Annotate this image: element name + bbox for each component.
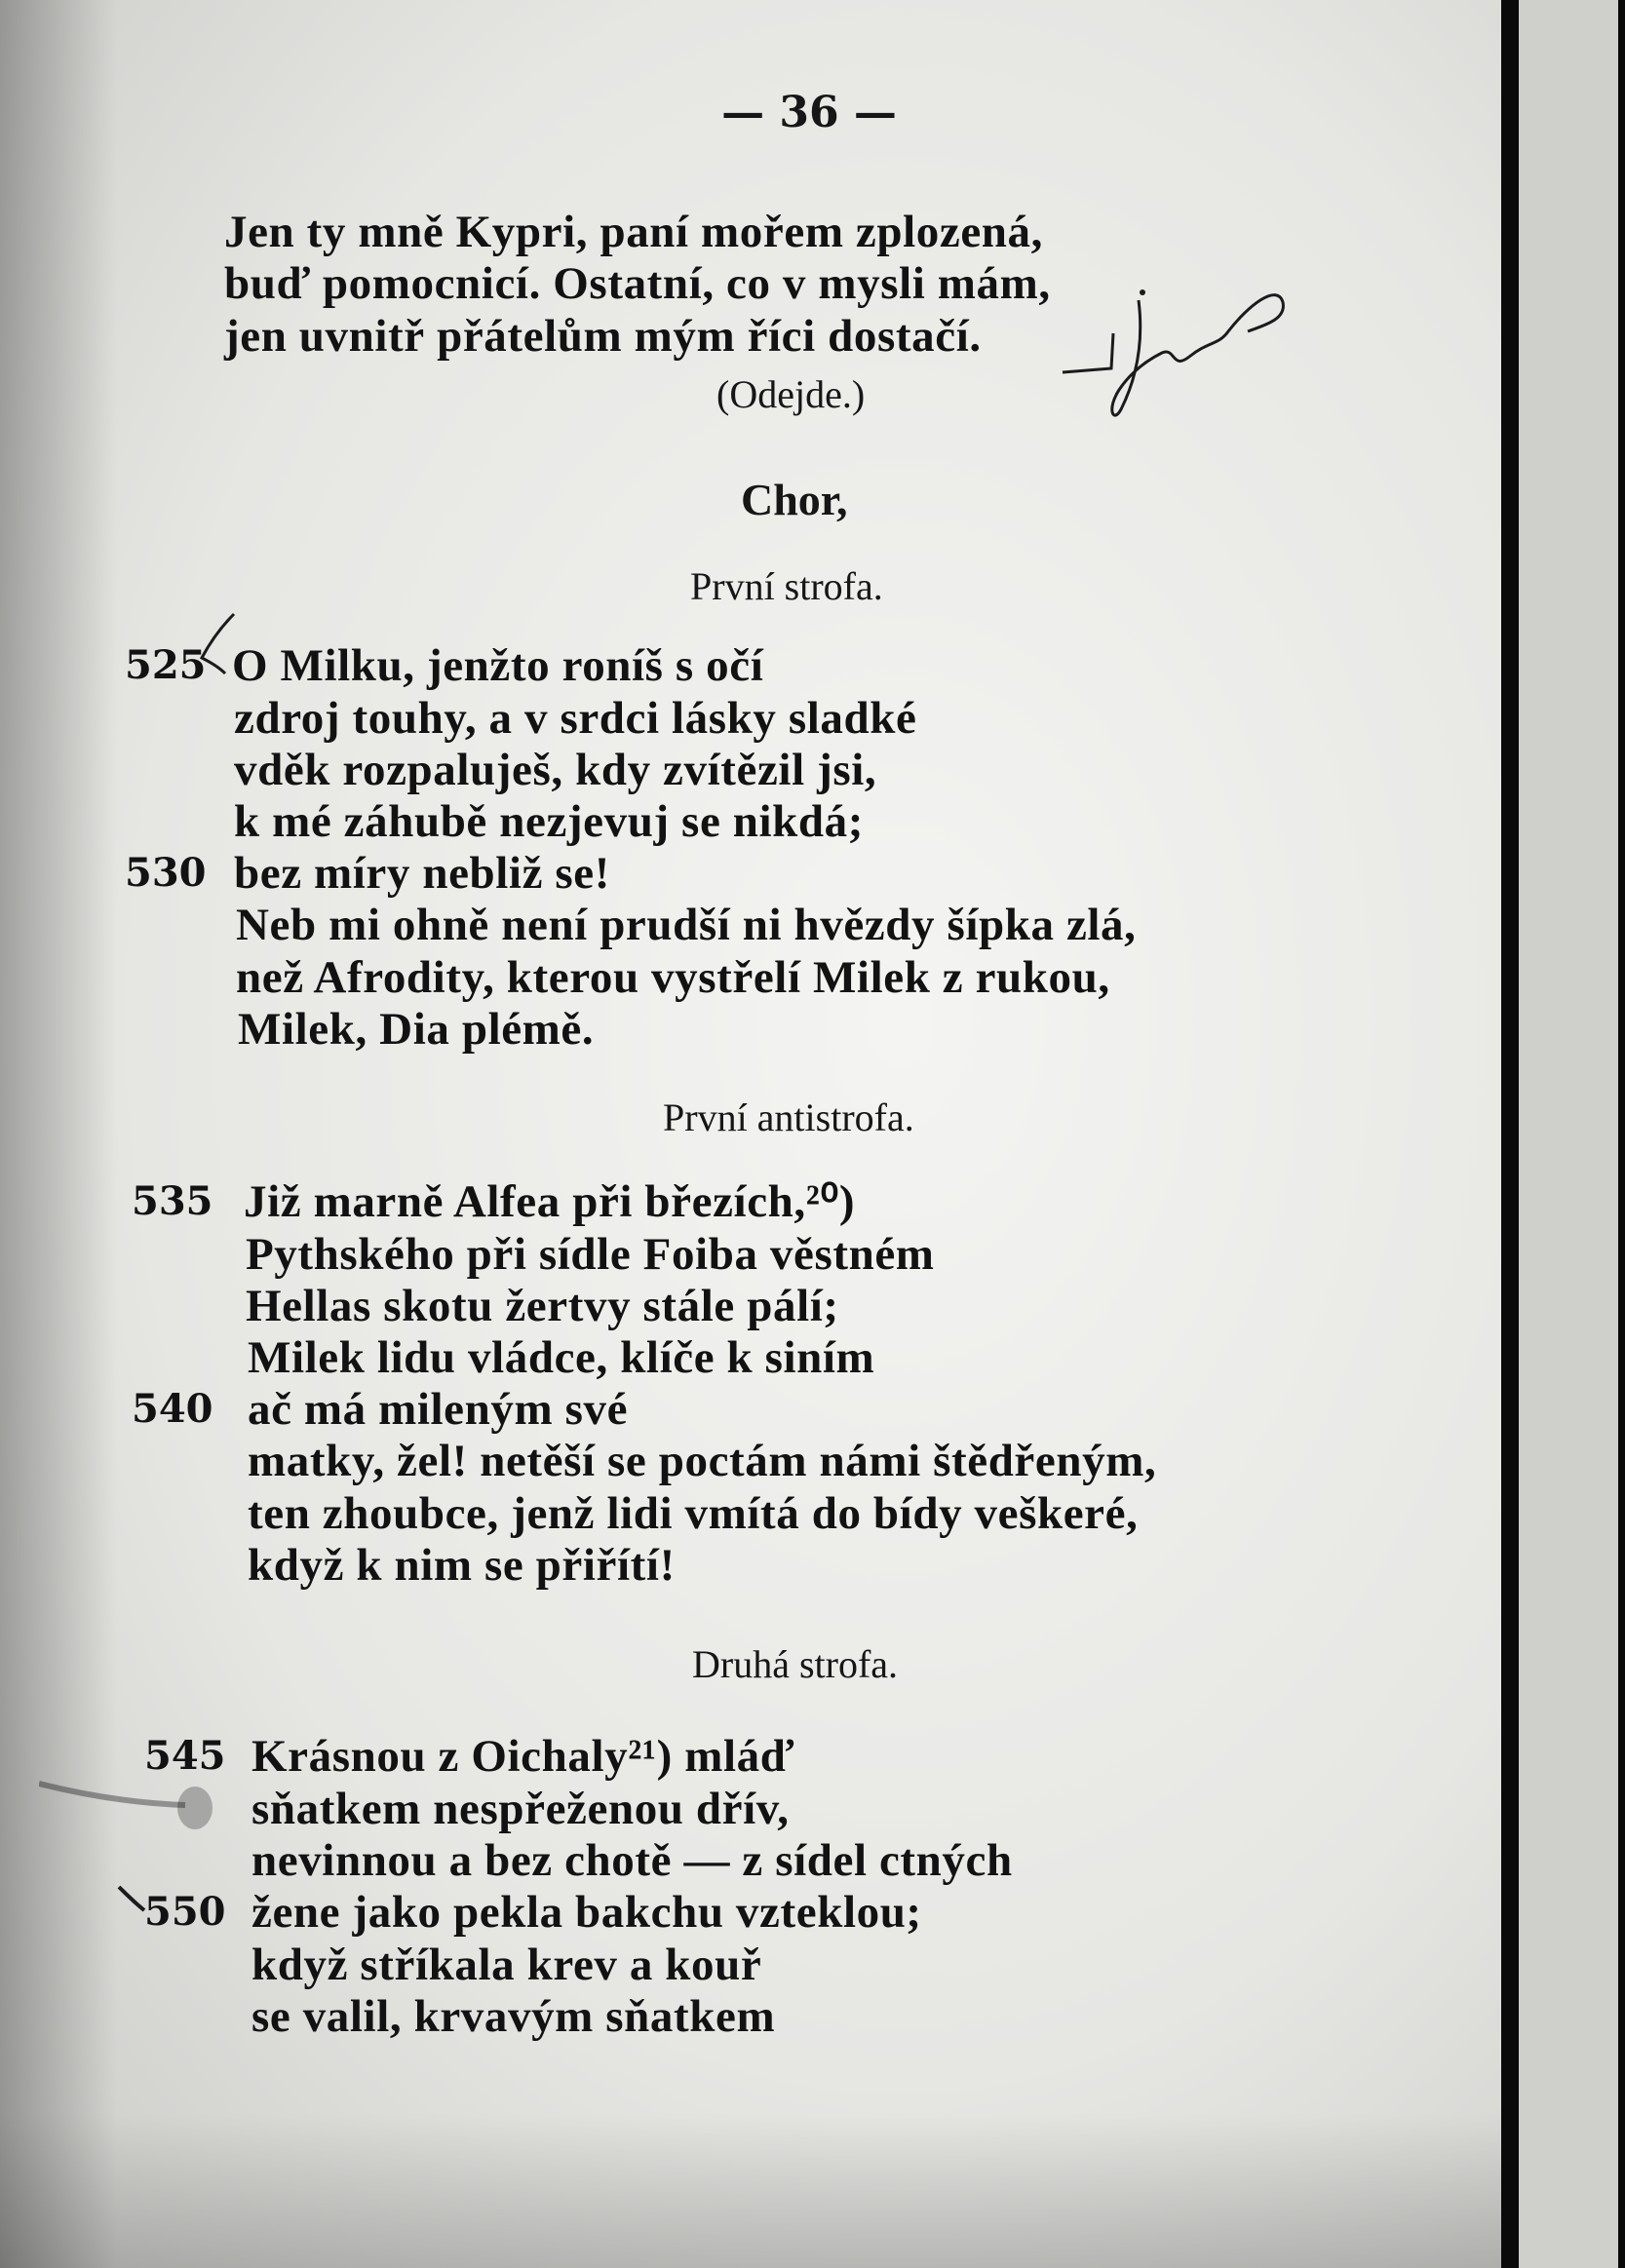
line-number: 535	[132, 1178, 213, 1224]
text-line: Jen ty mně Kypri, paní mořem zplozená,	[224, 207, 1043, 257]
verse-line: Milek lidu vládce, klíče k siním	[248, 1332, 875, 1383]
handwritten-annotation-icon	[1053, 263, 1306, 439]
section-heading: První strofa.	[690, 564, 883, 608]
verse-line: Milek, Dia plémě.	[238, 1004, 595, 1055]
page-gutter	[1501, 0, 1625, 2268]
pencil-tick-icon	[115, 1881, 154, 1920]
pencil-mark-icon	[190, 609, 249, 677]
section-heading: První antistrofa.	[663, 1096, 914, 1139]
verse-line: Krásnou z Oichaly²¹) mláď	[251, 1731, 794, 1782]
verse-line: O Milku, jenžto roníš s očí	[232, 640, 764, 691]
verse-line: zdroj touhy, a v srdci lásky sladké	[234, 693, 917, 744]
verse-line: ten zhoubce, jenž lidi vmítá do bídy veškeré,	[248, 1488, 1139, 1539]
stage-direction: (Odejde.)	[716, 372, 866, 416]
page-number: — 36 —	[721, 88, 897, 137]
verse-line: sňatkem nespřeženou dřív,	[251, 1784, 790, 1834]
margin-smudge-icon	[39, 1745, 234, 1862]
verse-line: Hellas skotu žertvy stále pálí;	[246, 1281, 839, 1331]
verse-line: když k nim se přiřítí!	[248, 1540, 676, 1591]
line-number: 540	[132, 1386, 213, 1432]
verse-line: k mé záhubě nezjevuj se nikdá;	[234, 796, 864, 847]
text-line: jen uvnitř přátelům mým říci dostačí.	[224, 311, 982, 362]
verse-line: než Afrodity, kterou vystřelí Milek z rukou,	[236, 952, 1110, 1003]
chorus-heading: Chor,	[741, 475, 848, 524]
verse-line: když stříkala krev a kouř	[251, 1940, 762, 1990]
line-number: 530	[125, 850, 207, 896]
line-number: 550	[144, 1889, 226, 1935]
section-heading: Druhá strofa.	[692, 1642, 899, 1686]
verse-line: ač má mileným své	[248, 1384, 629, 1435]
verse-line: bez míry nebliž se!	[234, 848, 610, 899]
verse-line: Již marně Alfea při březích,²⁰)	[244, 1176, 856, 1227]
verse-line: se valil, krvavým sňatkem	[251, 1991, 776, 2042]
verse-line: matky, žel! netěší se poctám námi štědřeným,	[248, 1436, 1157, 1486]
text-line: buď pomocnicí. Ostatní, co v mysli mám,	[224, 258, 1051, 309]
line-number: 545	[144, 1733, 226, 1779]
line-number: 525	[125, 642, 207, 688]
verse-line: nevinnou a bez chotě — z sídel ctných	[251, 1835, 1013, 1886]
verse-line: Pythského při sídle Foiba věstném	[246, 1229, 935, 1280]
verse-line: vděk rozpaluješ, kdy zvítězil jsi,	[234, 745, 877, 795]
verse-line: žene jako pekla bakchu vzteklou;	[251, 1887, 922, 1938]
verse-line: Neb mi ohně není prudší ni hvězdy šípka zlá,	[236, 900, 1137, 950]
